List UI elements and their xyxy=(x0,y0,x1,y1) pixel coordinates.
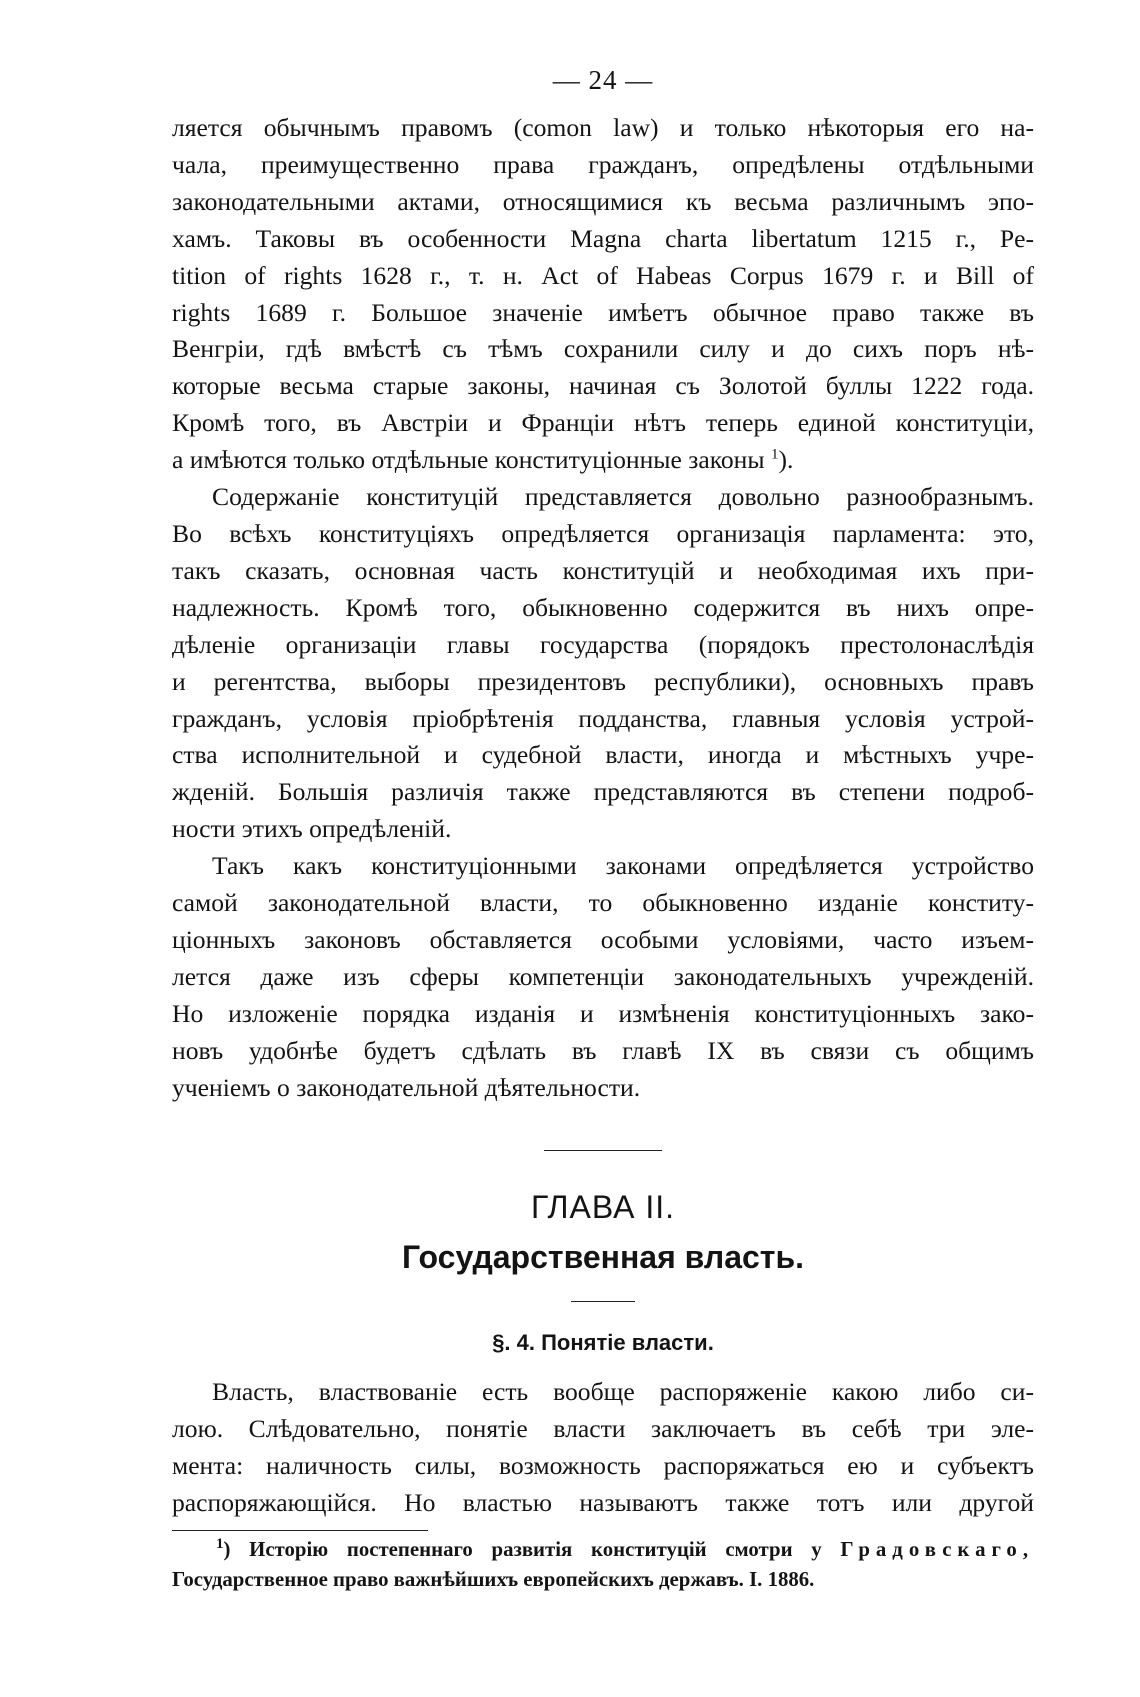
text-line: законодательными актами, относящимися къ весьма различнымъ эпо- xyxy=(172,186,1034,216)
text-line: лется даже изъ сферы компетенціи законодательныхъ учрежденій. xyxy=(172,961,1034,991)
page-number: — 24 — xyxy=(552,65,654,95)
text-line: и регентства, выборы президентовъ республики), основныхъ правъ xyxy=(172,666,1034,696)
text-line: Но изложеніе порядка изданія и измѣненія конституціонныхъ зако- xyxy=(172,998,1034,1028)
text-line: которые весьма старые законы, начиная съ Золотой буллы 1222 года. xyxy=(172,371,1034,401)
text-line: rights 1689 г. Большое значеніе имѣетъ обычное право также въ xyxy=(172,297,1034,327)
paragraph-concept-of-power xyxy=(172,1374,1034,1522)
text-line-with-footnote xyxy=(172,442,1034,479)
footnote xyxy=(172,1535,1034,1595)
text-line: ности этихъ опредѣленій. xyxy=(172,814,452,844)
section-title: §. 4. Понятіе власти. xyxy=(492,1330,714,1356)
text-line: Кромѣ того, въ Австріи и Франціи нѣтъ теперь единой конституціи, xyxy=(172,408,1034,438)
text-line: Во всѣхъ конституціяхъ опредѣляется организація парламента: это, xyxy=(172,518,1034,548)
text-line: Такъ какъ конституціонными законами опредѣляется устройство xyxy=(212,851,1034,881)
book-page xyxy=(172,50,1034,1595)
chapter-title: Государственная власть. xyxy=(401,1239,805,1276)
footnote-line: Государственное право важнѣйшихъ европейскихъ державъ. I. 1886. xyxy=(172,1568,815,1592)
text-line-content: а имѣются только отдѣльные конституціонные законы xyxy=(172,445,765,475)
text-line: хамъ. Таковы въ особенности Magna charta libertatum 1215 г., Pe- xyxy=(172,223,1034,253)
paragraph-constitution-sources xyxy=(172,110,1034,479)
text-line: жденій. Большія различія также представляются въ степени подроб- xyxy=(172,777,1034,807)
text-line: гражданъ, условія пріобрѣтенія подданства, главныя условія устрой- xyxy=(172,703,1034,733)
text-line: надлежность. Кромѣ того, обыкновенно содержится въ нихъ опре- xyxy=(172,592,1034,622)
text-line: ства исполнительной и судебной власти, иногда и мѣстныхъ учре- xyxy=(172,740,1034,770)
text-line: ціонныхъ законовъ обставляется особыми условіями, часто изъем- xyxy=(172,924,1034,954)
text-line: самой законодательной власти, то обыкновенно изданіе конститу- xyxy=(172,888,1034,918)
text-line: Власть, властвованіе есть вообще распоряженіе какою либо си- xyxy=(212,1377,1034,1407)
chapter-label: ГЛАВА II. xyxy=(530,1189,676,1226)
text-line: дѣленіе организаціи главы государства (порядокъ престолонаслѣдія xyxy=(172,629,1034,659)
text-line: такъ сказать, основная часть конституцій и необходимая ихъ при- xyxy=(172,555,1034,585)
text-line: новъ удобнѣе будетъ сдѣлать въ главѣ IX въ связи съ общимъ xyxy=(172,1035,1034,1065)
text-line: лою. Слѣдовательно, понятіе власти заключаетъ въ себѣ три эле- xyxy=(172,1414,1034,1444)
text-line: чала, преимущественно права гражданъ, опредѣлены отдѣльными xyxy=(172,149,1034,179)
footnote-marker: 1 xyxy=(216,1536,224,1553)
text-line: ляется обычнымъ правомъ (comon law) и только нѣкоторыя его на- xyxy=(172,113,1034,142)
text-line: распоряжающійся. Но властью называютъ также тотъ или другой xyxy=(172,1488,1034,1518)
text-line: tition of rights 1628 г., т. н. Act of Habeas Corpus 1679 г. и Bill of xyxy=(172,260,1034,290)
text-line-tail: ). xyxy=(778,445,794,475)
text-line: мента: наличность силы, возможность распоряжаться ею и субъектъ xyxy=(172,1451,1034,1481)
text-line: ученіемъ о законодательной дѣятельности. xyxy=(172,1072,641,1102)
footnote-reference: 1 xyxy=(770,446,779,463)
paragraph-constitutional-laws xyxy=(172,848,1034,1106)
text-line: Содержаніе конституцій представляется довольно разнообразнымъ. xyxy=(212,482,1034,512)
footnote-author: Градовскаго, xyxy=(840,1538,1035,1562)
footnote-line xyxy=(172,1535,1034,1565)
footnote-text: ) Исторію постепеннаго развитія конституцій смотри у xyxy=(223,1538,822,1562)
text-line: Венгріи, гдѣ вмѣстѣ съ тѣмъ сохранили силу и до сихъ поръ нѣ- xyxy=(172,334,1034,364)
paragraph-constitution-content xyxy=(172,479,1034,848)
